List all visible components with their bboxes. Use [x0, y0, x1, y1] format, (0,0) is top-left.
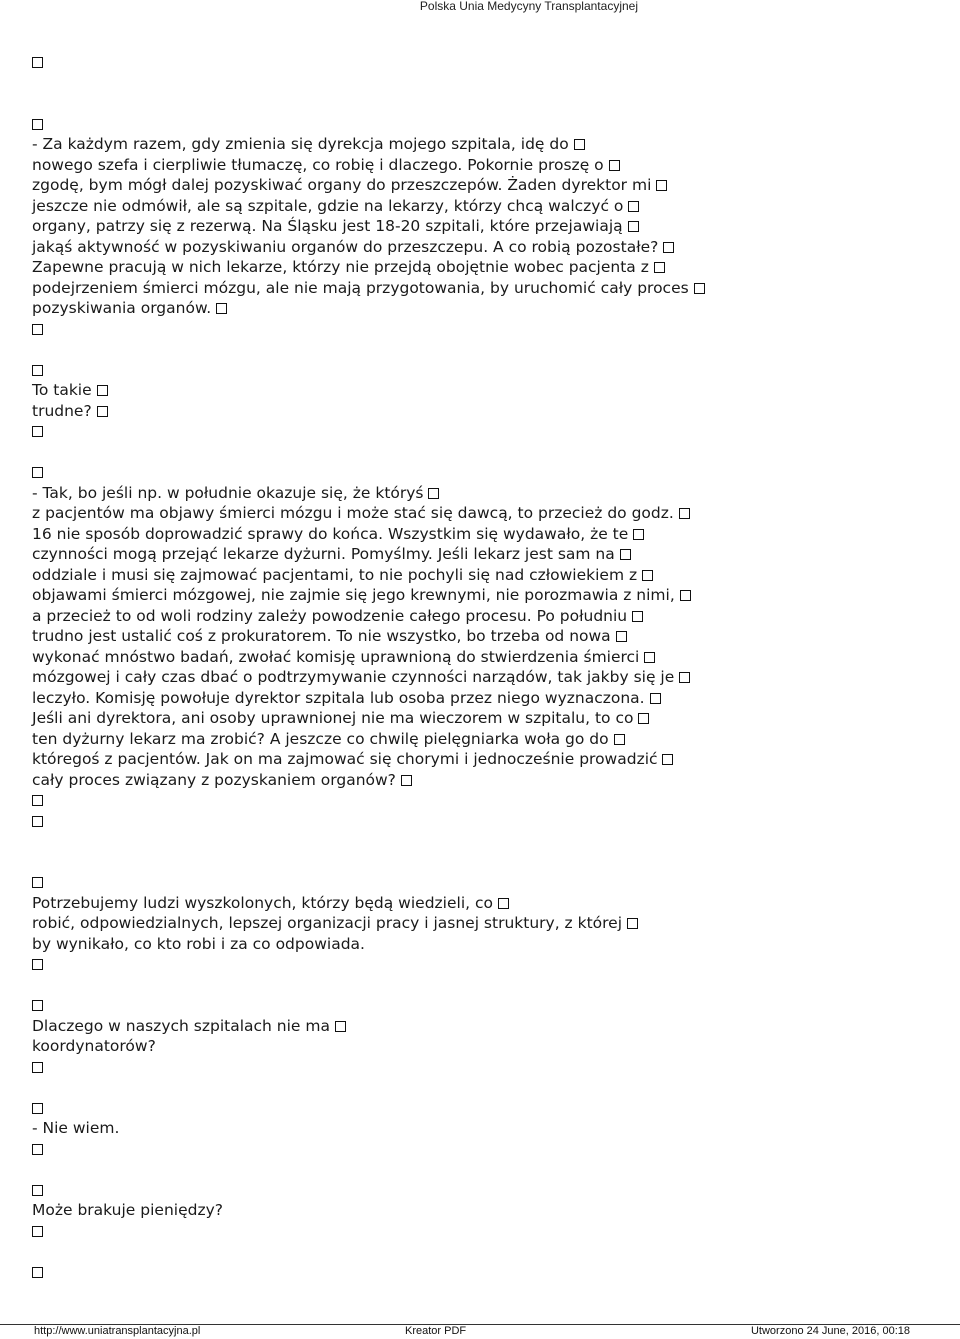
text-line	[32, 770, 932, 791]
paragraph-text: Zapewne pracują w nich lekarze, którzy nie przejdą obojętnie wobec pacjenta z	[32, 258, 649, 276]
box-icon	[654, 262, 665, 273]
footer-created-date: Utworzono 24 June, 2016, 00:18	[750, 1325, 910, 1337]
box-icon	[628, 221, 639, 232]
text-line	[32, 134, 932, 155]
paragraph-text: by wynikało, co kto robi i za co odpowiada.	[32, 934, 365, 953]
paragraph-text: pozyskiwania organów.	[32, 299, 212, 317]
paragraph-text: organy, patrzy się z rezerwą. Na Śląsku jest 18-20 szpitali, które przejawiają	[32, 217, 623, 235]
text-line	[32, 626, 932, 647]
paragraph-text: oddziale i musi się zajmować pacjentami, to nie pochyli się nad człowiekiem z	[32, 565, 638, 584]
text-line	[32, 237, 932, 258]
box-icon	[638, 713, 649, 724]
box-icon	[498, 898, 509, 909]
box-icon	[679, 672, 690, 683]
text-line	[32, 934, 932, 955]
box-icon	[32, 877, 43, 888]
box-icon	[642, 570, 653, 581]
question-line	[32, 401, 932, 422]
box-icon	[663, 242, 674, 253]
box-icon	[32, 324, 43, 335]
paragraph-text: cały proces związany z pozyskaniem organów?	[32, 770, 396, 789]
box-icon	[609, 160, 620, 171]
paragraph-text: leczyło. Komisję powołuje dyrektor szpitala lub osoba przez niego wyznaczona.	[32, 688, 645, 707]
paragraph-text: objawami śmierci mózgowej, nie zajmie się jego krewnymi, nie porozmawia z nimi,	[32, 586, 675, 604]
box-icon	[32, 365, 43, 376]
box-icon	[32, 1000, 43, 1011]
text-line	[32, 278, 932, 299]
box-icon	[644, 652, 655, 663]
box-line	[32, 1098, 932, 1119]
paragraph-text: czynności mogą przejąć lekarze dyżurni. Pomyślmy. Jeśli lekarz jest sam na	[32, 545, 615, 563]
box-icon	[633, 529, 644, 540]
paragraph-text: 16 nie sposób doprowadzić sprawy do końca. Wszystkim się wydawało, że te	[32, 524, 629, 543]
box-icon	[32, 426, 43, 437]
page-footer	[0, 1324, 960, 1339]
paragraph-text: mózgowej i cały czas dbać o podtrzymywanie czynności narządów, tak jakby się je	[32, 668, 675, 686]
text-line	[32, 565, 932, 586]
box-icon	[32, 1185, 43, 1196]
box-icon	[32, 1144, 43, 1155]
paragraph-text: nowego szefa i cierpliwie tłumaczę, co robię i dlaczego. Pokornie proszę o	[32, 155, 604, 174]
box-icon	[97, 385, 108, 396]
paragraph-text: zgodę, bym mógł dalej pozyskiwać organy do przeszczepów. Żaden dyrektor mi	[32, 176, 652, 194]
box-line	[32, 114, 932, 135]
text-line	[32, 544, 932, 565]
box-icon	[32, 1062, 43, 1073]
paragraph-text: ten dyżurny lekarz ma zrobić? A jeszcze co chwilę pielęgniarka woła go do	[32, 729, 609, 748]
answer-text: - Nie wiem.	[32, 1119, 120, 1137]
box-icon	[662, 754, 673, 765]
box-line	[32, 52, 932, 73]
box-icon	[694, 283, 705, 294]
text-line	[32, 606, 932, 627]
box-icon	[32, 816, 43, 827]
box-icon	[32, 959, 43, 970]
text-line	[32, 503, 932, 524]
text-line	[32, 298, 932, 319]
text-line	[32, 585, 932, 606]
box-line	[32, 360, 932, 381]
paragraph-text: podejrzeniem śmierci mózgu, ale nie mają przygotowania, by uruchomić cały proces	[32, 278, 689, 297]
box-line	[32, 1057, 932, 1078]
question-text: To takie	[32, 381, 92, 399]
box-icon	[32, 57, 43, 68]
text-line	[32, 749, 932, 770]
paragraph-text: z pacjentów ma objawy śmierci mózgu i może stać się dawcą, to przecież do godz.	[32, 504, 674, 522]
question-text: koordynatorów?	[32, 1037, 156, 1055]
box-line	[32, 995, 932, 1016]
footer-url-link[interactable]: http://www.uniatransplantacyjna.pl	[34, 1325, 201, 1337]
paragraph-text: Jeśli ani dyrektora, ani osoby uprawnionej nie ma wieczorem w szpitalu, to co	[32, 709, 634, 727]
paragraph-text: trudno jest ustalić coś z prokuratorem. To nie wszystko, bo trzeba od nowa	[32, 627, 611, 645]
text-line	[32, 257, 932, 278]
box-icon	[679, 508, 690, 519]
box-line	[32, 1180, 932, 1201]
paragraph-text: - Za każdym razem, gdy zmienia się dyrekcja mojego szpitala, idę do	[32, 135, 569, 153]
box-icon	[216, 303, 227, 314]
question-line	[32, 380, 932, 401]
text-line	[32, 667, 932, 688]
question-line	[32, 1200, 932, 1221]
box-icon	[32, 119, 43, 130]
text-line	[32, 647, 932, 668]
box-line	[32, 1139, 932, 1160]
box-icon	[614, 734, 625, 745]
paragraph-text: robić, odpowiedzialnych, lepszej organizacji pracy i jasnej struktury, z której	[32, 914, 623, 932]
text-line	[32, 708, 932, 729]
box-icon	[628, 201, 639, 212]
text-line	[32, 155, 932, 176]
box-icon	[32, 1267, 43, 1278]
box-line	[32, 811, 932, 832]
question-text: Może brakuje pieniędzy?	[32, 1201, 223, 1219]
question-text: Dlaczego w naszych szpitalach nie ma	[32, 1016, 330, 1035]
box-line	[32, 462, 932, 483]
box-icon	[428, 488, 439, 499]
question-text: trudne?	[32, 401, 92, 420]
box-icon	[656, 180, 667, 191]
page-header-title: Polska Unia Medycyny Transplantacyjnej	[419, 0, 638, 13]
paragraph-text: jakąś aktywność w pozyskiwaniu organów do przeszczepu. A co robią pozostałe?	[32, 237, 659, 256]
box-line	[32, 421, 932, 442]
box-line	[32, 1262, 932, 1283]
box-icon	[32, 1226, 43, 1237]
text-line	[32, 729, 932, 750]
box-line	[32, 954, 932, 975]
paragraph-text: a przecież to od woli rodziny zależy powodzenie całego procesu. Po południu	[32, 606, 628, 625]
box-icon	[97, 406, 108, 417]
box-icon	[32, 467, 43, 478]
box-icon	[620, 549, 631, 560]
box-icon	[632, 611, 643, 622]
box-line	[32, 790, 932, 811]
box-icon	[650, 693, 661, 704]
text-line	[32, 524, 932, 545]
box-icon	[335, 1021, 346, 1032]
question-line	[32, 1036, 932, 1057]
box-icon	[32, 795, 43, 806]
text-line	[32, 913, 932, 934]
text-line	[32, 893, 932, 914]
text-line	[32, 216, 932, 237]
box-line	[32, 872, 932, 893]
box-icon	[574, 139, 585, 150]
paragraph-text: wykonać mnóstwo badań, zwołać komisję uprawnioną do stwierdzenia śmierci	[32, 647, 640, 666]
text-line	[32, 175, 932, 196]
paragraph-text: Potrzebujemy ludzi wyszkolonych, którzy będą wiedzieli, co	[32, 893, 493, 912]
text-line	[32, 688, 932, 709]
document-body	[32, 52, 932, 1282]
text-line	[32, 483, 932, 504]
paragraph-text: jeszcze nie odmówił, ale są szpitale, gdzie na lekarzy, którzy chcą walczyć o	[32, 196, 624, 215]
box-icon	[616, 631, 627, 642]
box-icon	[32, 1103, 43, 1114]
box-line	[32, 1221, 932, 1242]
text-line	[32, 196, 932, 217]
question-line	[32, 1016, 932, 1037]
box-icon	[401, 775, 412, 786]
paragraph-text: któregoś z pacjentów. Jak on ma zajmować się chorymi i jednocześnie prowadzić	[32, 750, 658, 768]
box-icon	[627, 918, 638, 929]
box-icon	[680, 590, 691, 601]
answer-line	[32, 1118, 932, 1139]
footer-creator: Kreator PDF	[405, 1325, 467, 1337]
paragraph-text: - Tak, bo jeśli np. w południe okazuje się, że któryś	[32, 483, 424, 502]
box-line	[32, 319, 932, 340]
